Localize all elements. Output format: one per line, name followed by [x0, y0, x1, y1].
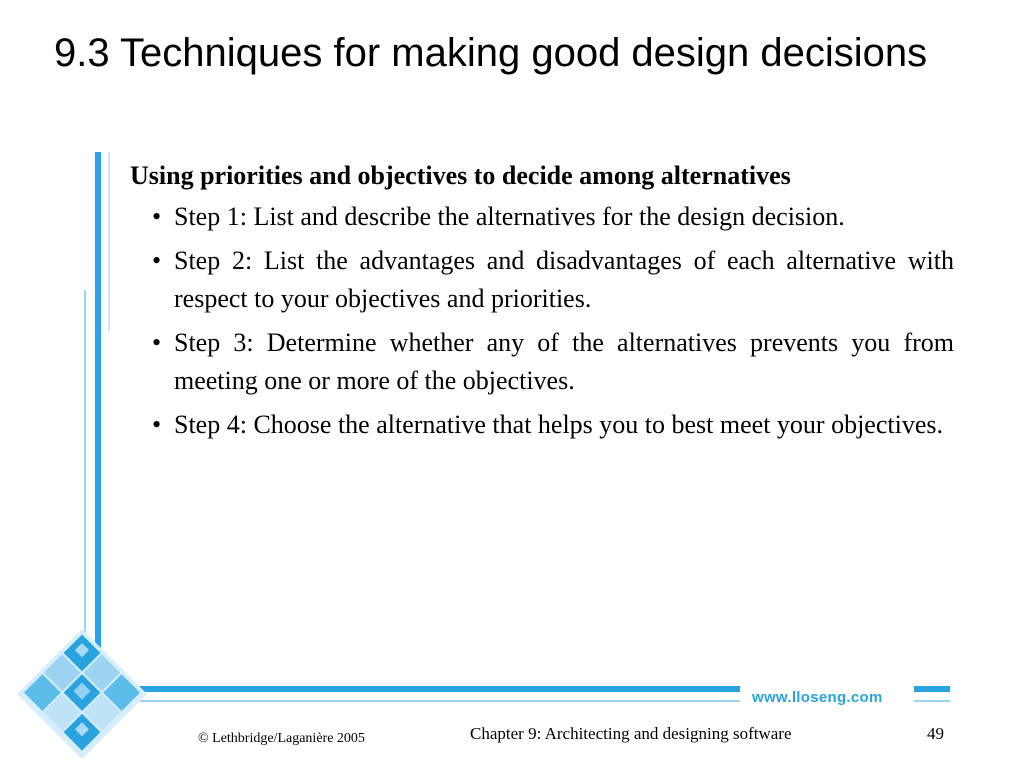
slide-title: 9.3 Techniques for making good design decisions: [54, 31, 928, 75]
footer-chapter: Chapter 9: Architecting and designing software: [470, 724, 792, 743]
list-item-step-2: [130, 242, 954, 318]
website-link[interactable]: www.lloseng.com: [752, 689, 883, 706]
step-text: Step 1: List and describe the alternatives for the design decision.: [174, 202, 845, 231]
step-text: Step 2: List the advantages and disadvantages of each alternative with respect to your objectives and priorities.: [174, 246, 954, 313]
list-item-step-1: [130, 198, 954, 236]
step-text: Step 3: Determine whether any of the alternatives prevents you from meeting one or more of the objectives.: [174, 328, 954, 395]
list-item-step-4: [130, 406, 954, 444]
list-item-step-3: [130, 324, 954, 400]
accent-horizontal-thin-line: [140, 700, 740, 702]
accent-vertical-faint-line: [108, 152, 110, 332]
bullet-icon: •: [152, 410, 162, 439]
bullet-icon: •: [152, 202, 162, 231]
accent-horizontal-bar: [100, 686, 740, 692]
footer-page-number: 49: [927, 724, 944, 743]
slide-body: [130, 158, 954, 450]
footer-copyright: © Lethbridge/Laganière 2005: [198, 731, 365, 746]
section-heading: Using priorities and objectives to decide among alternatives: [130, 161, 791, 190]
decorative-mosaic-logo-icon: [0, 620, 170, 768]
bullet-icon: •: [152, 328, 162, 357]
bullet-icon: •: [152, 246, 162, 275]
step-text: Step 4: Choose the alternative that helps you to best meet your objectives.: [174, 410, 943, 439]
step-list: [130, 198, 954, 444]
accent-horizontal-bar-right: [914, 686, 950, 692]
accent-horizontal-thin-line-right: [914, 700, 950, 702]
